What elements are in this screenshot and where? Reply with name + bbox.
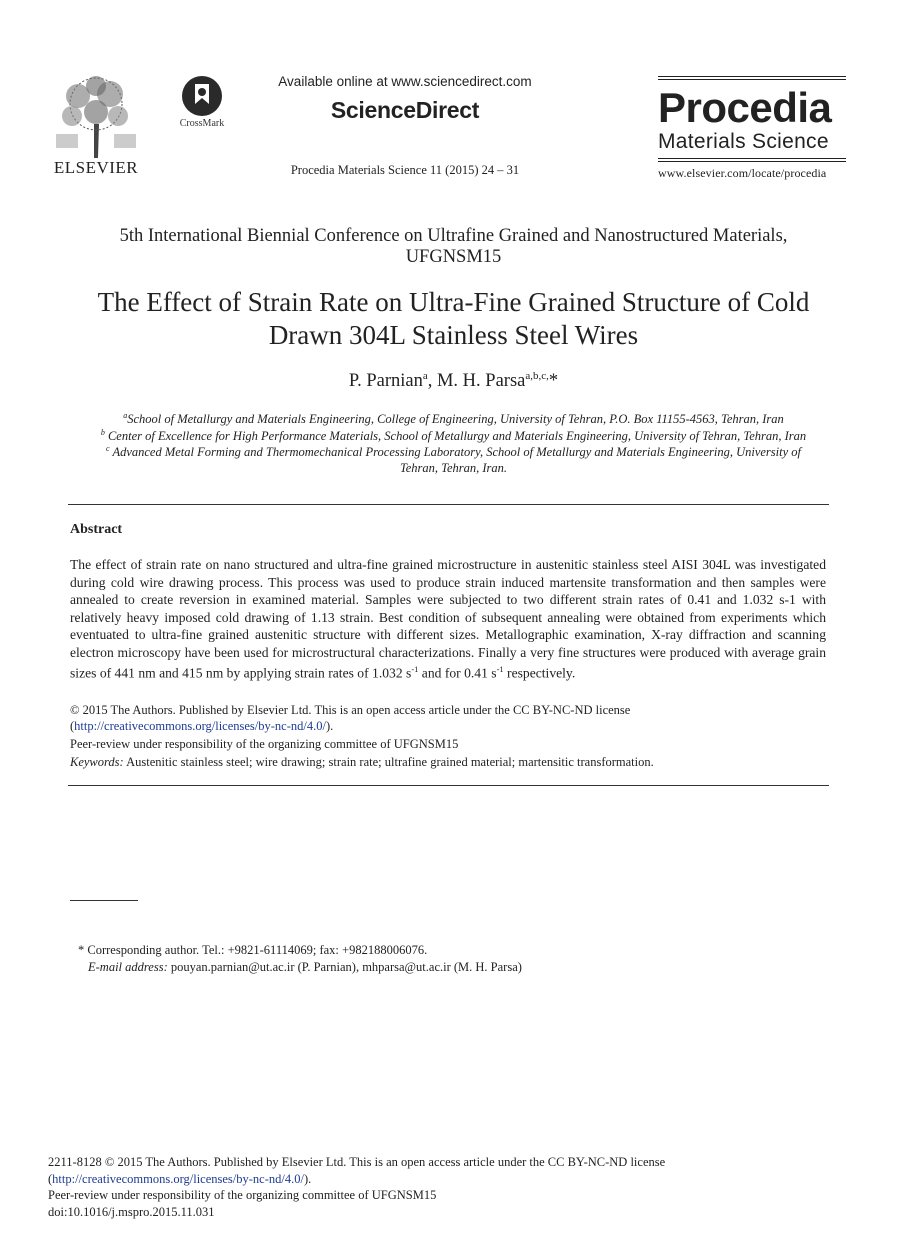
sciencedirect-logo: ScienceDirect [330, 97, 480, 123]
footnote-rule [70, 900, 138, 901]
copyright-line-1: © 2015 The Authors. Published by Elsevier Ltd. This is an open access article under the CC BY-NC-ND license [70, 703, 631, 717]
journal-reference: Procedia Materials Science 11 (2015) 24 – 31 [290, 163, 520, 177]
corresponding-star: * [548, 371, 559, 392]
affil-a-sup: a [123, 411, 128, 420]
corresponding-footnote [78, 942, 522, 976]
peer-review-line: Peer-review under responsibility of the organizing committee of UFGNSM15 [70, 737, 459, 751]
masthead-rule-top-2 [658, 79, 846, 80]
title-line-1: The Effect of Strain Rate on Ultra-Fine Grained Structure of Cold [97, 287, 810, 317]
procedia-title: Procedia [658, 84, 832, 131]
abstract-text-2: and for 0.41 s [418, 665, 497, 681]
email-line [78, 959, 522, 976]
copyright-line-2 [70, 718, 826, 734]
bottom-matter [48, 1154, 665, 1220]
affil-c-sup: c [105, 444, 110, 453]
doi[interactable]: doi:10.1016/j.mspro.2015.11.031 [48, 1204, 215, 1219]
procedia-masthead [658, 76, 846, 181]
bottom-license-link[interactable]: http://creativecommons.org/licenses/by-nc-nd/4.0/ [52, 1171, 304, 1186]
affiliation-c [66, 441, 841, 476]
affil-c-text-2: Tehran, Tehran, Iran. [399, 461, 508, 476]
abstract-sup-1: -1 [411, 664, 419, 674]
masthead-rule-bottom [658, 158, 846, 159]
masthead-rule-top [658, 76, 846, 77]
crossmark-label: CrossMark [179, 118, 225, 129]
conference-name [60, 226, 847, 268]
keywords-line [70, 754, 826, 770]
copyright-paren-open: ( [70, 719, 75, 733]
affil-c-text-1: Advanced Metal Forming and Thermomechanical Processing Laboratory, School of Metallurgy and Materials Engineering, University of [109, 445, 802, 460]
copyright-paren-close: ). [325, 719, 334, 733]
bottom-paren-open: ( [48, 1171, 53, 1186]
affil-b-sup: b [100, 428, 105, 437]
issn-line: 2211-8128 © 2015 The Authors. Published by Elsevier Ltd. This is an open access article under the CC BY-NC-ND license [48, 1155, 666, 1169]
bottom-license-line [48, 1171, 665, 1188]
author-1-sup: a [422, 370, 428, 382]
abstract-text-3: respectively. [503, 665, 576, 681]
journal-url[interactable]: www.elsevier.com/locate/procedia [658, 166, 827, 180]
masthead-rule-bottom-2 [658, 161, 846, 162]
conference-line-1: 5th International Biennial Conference on Ultrafine Grained and Nanostructured Materials, [119, 226, 788, 246]
divider-top [68, 504, 829, 505]
abstract-body [70, 556, 826, 682]
affil-a-text: School of Metallurgy and Materials Engineering, College of Engineering, University of Tehran, P.O. Box 11155-4563, Tehran, Iran [127, 412, 784, 427]
abstract-heading: Abstract [70, 522, 123, 537]
email-label: E-mail address: [88, 960, 168, 974]
author-2-sup: a,b,c, [525, 370, 549, 382]
email-addresses[interactable]: pouyan.parnian@ut.ac.ir (P. Parnian), mhparsa@ut.ac.ir (M. H. Parsa) [167, 960, 522, 974]
elsevier-wordmark: ELSEVIER [53, 158, 139, 177]
keywords-text: Austenitic stainless steel; wire drawing; strain rate; ultrafine grained material; martensitic transformation. [123, 755, 654, 769]
corresponding-author: * Corresponding author. Tel.: +9821-61114069; fax: +982188006076. [78, 943, 428, 957]
license-link[interactable]: http://creativecommons.org/licenses/by-nc-nd/4.0/ [74, 719, 326, 733]
available-online-text: Available online at www.sciencedirect.com [278, 74, 532, 89]
abstract-text-1: The effect of strain rate on nano structured and ultra-fine grained microstructure in austenitic stainless steel AISI 304L was investigated during cold wire drawing process. This process was used to produce strain induced martensite transformation and then samples were annealed to create reversion in examined material. Samples were subjected to two different strain rates of 0.41 and 1.032 s-1 with relatively heavy imposed cold drawing of 1.13 strain. Best condition of subsequent annealing were obtained from experiments which eventuated to ultra-fine grained austenitic structure with different sizes. Metallographic examination, X-ray diffraction and scanning electron microscopy have been used for microstructural characterizations. Finally a very fine structures were produced with average grain sizes of 441 nm and 415 nm by applying strain rates of 1.032 s [70, 557, 826, 681]
affil-b-text: Center of Excellence for High Performance Materials, School of Metallurgy and Materials Engineering, University of Tehran, Tehran, Iran [104, 429, 807, 444]
bottom-peer-review: Peer-review under responsibility of the organizing committee of UFGNSM15 [48, 1188, 437, 1202]
author-separator: , [427, 371, 437, 392]
bottom-paren-close: ). [303, 1171, 312, 1186]
divider-bottom [68, 785, 829, 786]
keywords-label: Keywords: [70, 755, 124, 769]
author-2: M. H. Parsa [436, 371, 526, 392]
procedia-subtitle: Materials Science [658, 130, 829, 153]
author-1: P. Parnian [348, 371, 423, 392]
abstract-sup-2: -1 [496, 664, 504, 674]
paper-title [60, 286, 847, 352]
conference-line-2: UFGNSM15 [405, 247, 502, 267]
title-line-2: Drawn 304L Stainless Steel Wires [268, 320, 639, 350]
authors [60, 370, 847, 392]
